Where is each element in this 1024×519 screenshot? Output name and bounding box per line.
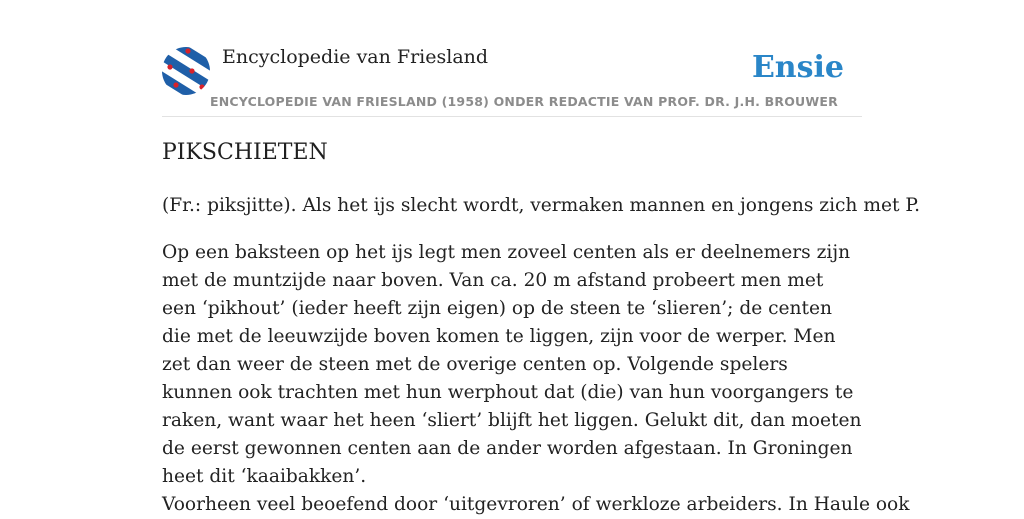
encyclopedia-subtitle: ENCYCLOPEDIE VAN FRIESLAND (1958) ONDER REDACTIE VAN PROF. DR. J.H. BROUWER bbox=[210, 94, 838, 109]
article-paragraph: Voorheen veel beoefend door ‘uitgevroren’ of werkloze arbeiders. In Haule ook bbox=[162, 494, 910, 515]
article-paragraph: Op een baksteen op het ijs legt men zoveel centen als er deelnemers zijn met de muntzijde naar boven. Van ca. 20 m afstand probeert men met een ‘pikhout’ (ieder heeft zijn eigen) op de steen te ‘slieren’; de centen die met de leeuwzijde boven komen te liggen, zijn voor de werper. Men zet dan weer de steen met de overige centen op. Volgende spelers kunnen ook trachten met hun werphout dat (die) van hun voorgangers te raken, want waar het heen ‘sliert’ blijft het liggen. Gelukt dit, dan moeten de eerst gewonnen centen aan de ander worden afgestaan. In Groningen heet dit ‘kaaibakken’. bbox=[162, 242, 862, 487]
article-title: PIKSCHIETEN bbox=[162, 140, 328, 165]
site-header bbox=[162, 46, 862, 117]
article-paragraph: (Fr.: piksjitte). Als het ijs slecht wordt, vermaken mannen en jongens zich met P. bbox=[162, 195, 920, 216]
frisian-flag-logo-icon[interactable] bbox=[162, 47, 210, 95]
brand-logo-text[interactable]: Ensie bbox=[751, 50, 844, 85]
site-title[interactable]: Encyclopedie van Friesland bbox=[222, 46, 489, 68]
